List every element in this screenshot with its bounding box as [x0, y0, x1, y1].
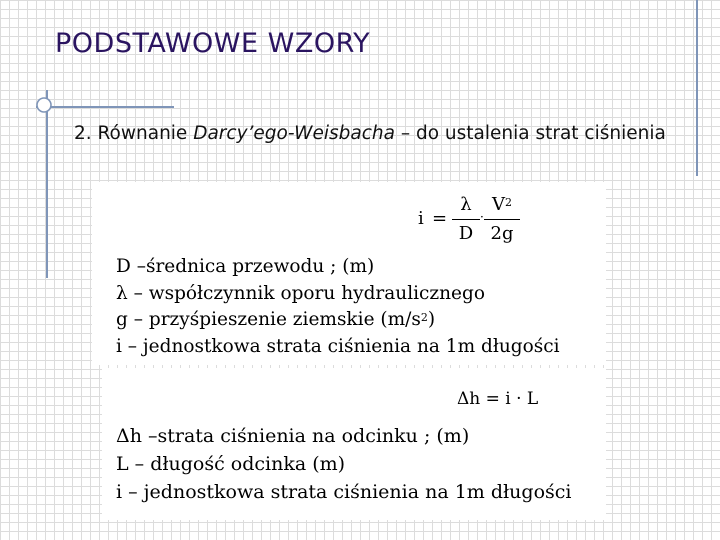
fraction-numerator	[484, 194, 520, 216]
fraction-numerator: λ	[460, 194, 472, 215]
fraction-v2-over-2g	[484, 194, 520, 245]
legend-line	[116, 307, 560, 334]
fraction-denominator: 2g	[490, 223, 514, 244]
decorative-horizontal-line	[36, 106, 174, 108]
numerator-v: V	[492, 194, 505, 215]
legend-line: L – długość odcinka (m)	[116, 453, 346, 475]
formula-dot: ·	[480, 210, 484, 224]
legend-line: i – jednostkowa strata ciśnienia na 1m długości	[116, 481, 572, 503]
bullet-prefix: 2. Równanie	[74, 123, 194, 144]
formula-equals: =	[432, 208, 448, 229]
numerator-superscript: 2	[505, 196, 512, 209]
decorative-vertical-line	[46, 90, 48, 278]
decorative-right-line	[696, 0, 698, 176]
bullet-italic-term: Darcy’ego-Weisbacha	[193, 123, 395, 144]
fraction-bar	[484, 219, 520, 220]
legend-line: Δh –strata ciśnienia na odcinku ; (m)	[116, 425, 470, 447]
slide-title: PODSTAWOWE WZORY	[55, 28, 371, 59]
fraction-lambda-over-d	[452, 194, 480, 245]
legend-line: λ – współczynnik oporu hydraulicznego	[116, 282, 485, 304]
legend-superscript: 2	[420, 311, 428, 324]
fraction-denominator: D	[458, 223, 474, 244]
legend-darcy	[116, 254, 560, 360]
formula-lhs: i	[418, 208, 424, 229]
bullet-suffix: – do ustalenia strat ciśnienia	[394, 123, 666, 144]
decorative-circle-icon	[32, 93, 56, 117]
legend-head-loss	[116, 422, 571, 506]
bullet-point	[74, 120, 674, 147]
legend-line-tail: )	[427, 309, 436, 330]
legend-line: i – jednostkowa strata ciśnienia na 1m długości	[116, 335, 560, 357]
head-loss-formula: Δh = i · L	[457, 389, 539, 409]
legend-line-text: g – przyśpieszenie ziemskie (m/s	[116, 309, 421, 330]
legend-line: D –średnica przewodu ; (m)	[116, 256, 375, 277]
fraction-bar	[452, 219, 480, 220]
